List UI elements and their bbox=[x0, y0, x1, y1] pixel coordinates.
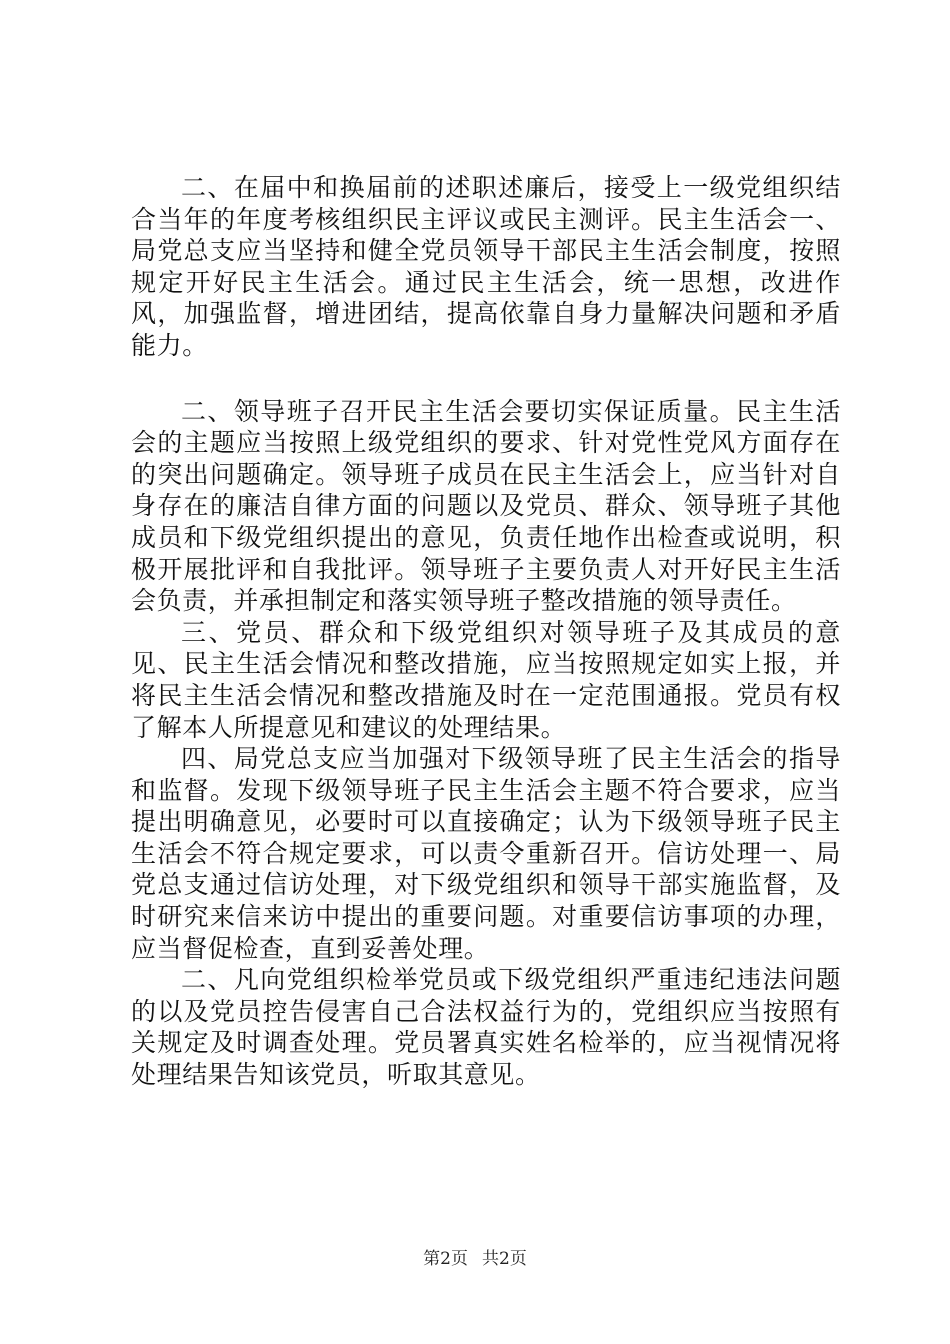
document-body bbox=[0, 172, 950, 1091]
page-total: 共2页 bbox=[482, 1249, 527, 1269]
paragraph-5: 二、凡向党组织检举党员或下级党组织严重违纪违法问题的以及党员控告侵害自己合法权益行为的，党组织应当按照有关规定及时调查处理。党员署真实姓名检举的，应当视情况将处理结果告知该党员，听取其意见。 bbox=[131, 965, 841, 1090]
paragraph-4: 四、局党总支应当加强对下级领导班了民主生活会的指导和监督。发现下级领导班子民主生活会主题不符合要求，应当提出明确意见，必要时可以直接确定；认为下级领导班子民主生活会不符合规定要求，可以责令重新召开。信访处理一、局党总支通过信访处理，对下级党组织和领导干部实施监督，及时研究来信来访中提出的重要问题。对重要信访事项的办理，应当督促检查，直到妥善处理。 bbox=[131, 744, 841, 963]
page-number: 第2页 bbox=[423, 1249, 468, 1269]
paragraph-2: 二、领导班子召开民主生活会要切实保证质量。民主生活会的主题应当按照上级党组织的要求、针对党性党风方面存在的突出问题确定。领导班子成员在民主生活会上，应当针对自身存在的廉洁自律方面的问题以及党员、群众、领导班子其他成员和下级党组织提出的意见，负责任地作出检查或说明，积极开展批评和自我批评。领导班子主要负责人对开好民主生活会负责，并承担制定和落实领导班子整改措施的领导责任。 bbox=[131, 396, 841, 616]
page-footer bbox=[0, 1244, 950, 1269]
paragraph-3: 三、党员、群众和下级党组织对领导班子及其成员的意见、民主生活会情况和整改措施，应当按照规定如实上报，并将民主生活会情况和整改措施及时在一定范围通报。党员有权了解本人所提意见和建议的处理结果。 bbox=[131, 617, 841, 742]
paragraph-1: 二、在届中和换届前的述职述廉后，接受上一级党组织结合当年的年度考核组织民主评议或民主测评。民主生活会一、局党总支应当坚持和健全党员领导干部民主生活会制度，按照规定开好民主生活会。通过民主生活会，统一思想，改进作风，加强监督，增进团结，提高依靠自身力量解决问题和矛盾能力。 bbox=[131, 173, 841, 360]
paragraph-gap bbox=[0, 362, 950, 396]
